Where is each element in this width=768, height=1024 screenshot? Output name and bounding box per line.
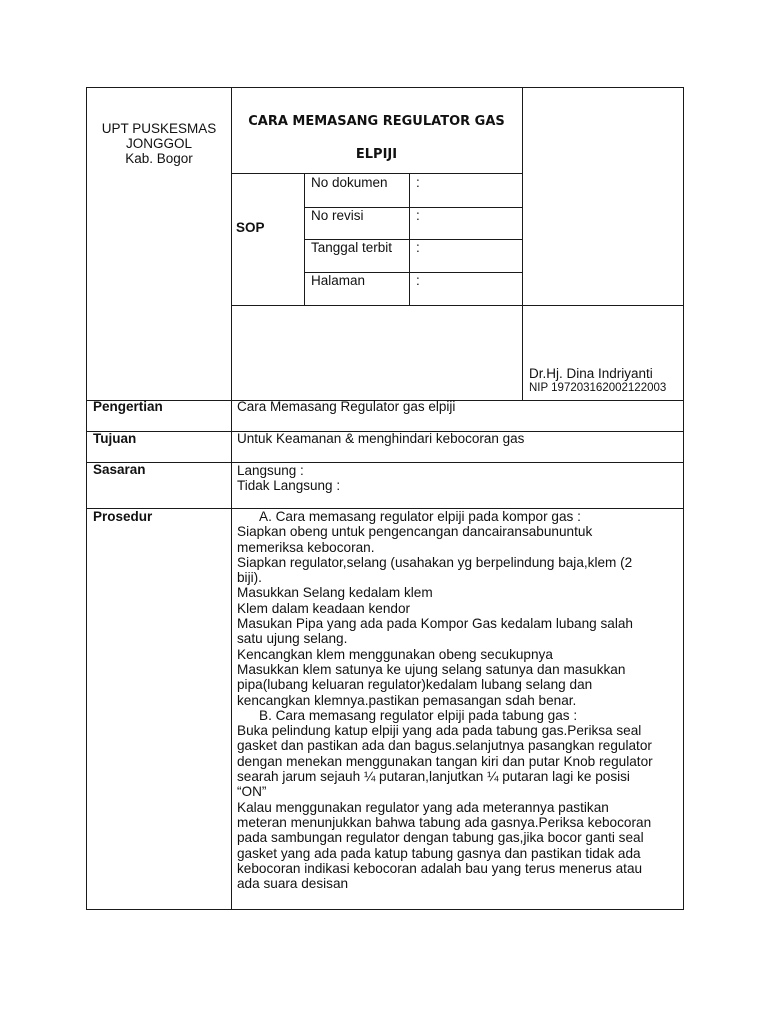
signatory-name: Dr.Hj. Dina Indriyanti — [529, 366, 653, 381]
institution-line2: JONGGOL — [125, 136, 192, 151]
prosedur-heading-a: A. Cara memasang regulator elpiji pada kompor gas : — [259, 509, 581, 524]
signatory-nip: NIP 197203162002122003 — [529, 382, 667, 394]
prosedur-line: Kalau menggunakan regulator yang ada meterannya pastikan — [237, 799, 609, 815]
prosedur-line: satu ujung selang. — [237, 631, 348, 647]
prosedur-label: Prosedur — [93, 509, 153, 524]
prosedur-line: meteran menunjukkan bahwa tabung ada gasnya.Periksa kebocoran — [237, 814, 652, 830]
pengertian-text: Cara Memasang Regulator gas elpiji — [237, 399, 456, 414]
prosedur-line: ada suara desisan — [237, 876, 349, 892]
prosedur-line: gasket dan pastikan ada dan bagus.selanjutnya pasangkan regulator — [237, 738, 652, 754]
prosedur-line: pipa(lubang keluaran regulator)kedalam lubang selang dan — [237, 677, 593, 693]
sasaran-line2: Tidak Langsung : — [237, 478, 341, 493]
prosedur-line: Siapkan obeng untuk pengencangan dancairansabununtuk — [237, 524, 593, 540]
sop-cell — [231, 173, 305, 306]
prosedur-heading-b: B. Cara memasang regulator elpiji pada tabung gas : — [259, 707, 578, 723]
meta-no-dokumen-value: : — [416, 175, 420, 190]
prosedur-line: Buka pelindung katup elpiji yang ada pada tabung gas.Periksa seal — [237, 723, 642, 739]
prosedur-line: biji). — [237, 570, 262, 586]
prosedur-line: Siapkan regulator,selang (usahakan yg berpelindung baja,klem (2 — [237, 554, 633, 570]
prosedur-line: dengan menekan menggunakan tangan kiri dan putar Knob regulator — [237, 753, 653, 769]
prosedur-line: kebocoran indikasi kebocoran adalah bau yang terus menerus atau — [237, 860, 643, 876]
institution-line1: UPT PUSKESMAS — [101, 121, 217, 136]
meta-value-no-dokumen — [409, 173, 523, 208]
institution-line3: Kab. Bogor — [125, 151, 193, 166]
prosedur-line: pada sambungan regulator dengan tabung gas,jika bocor ganti seal — [237, 830, 644, 846]
tujuan-text: Untuk Keamanan & menghindari kebocoran gas — [237, 431, 525, 446]
prosedur-line: “ON” — [237, 784, 267, 800]
tujuan-label: Tujuan — [93, 431, 137, 446]
prosedur-line: Masukan Pipa yang ada pada Kompor Gas kedalam lubang salah — [237, 616, 633, 632]
signature-area-cell — [231, 305, 523, 401]
prosedur-line: Klem dalam keadaan kendor — [237, 600, 411, 616]
prosedur-line: Masukkan Selang kedalam klem — [237, 585, 433, 601]
prosedur-line: gasket yang ada pada katup tabung gasnya dan pastikan tidak ada — [237, 845, 641, 861]
prosedur-line: Masukkan klem satunya ke ujung selang satunya dan masukkan — [237, 661, 626, 677]
meta-no-revisi-value: : — [416, 208, 420, 223]
meta-halaman-value: : — [416, 273, 420, 288]
meta-halaman-label: Halaman — [311, 273, 366, 288]
prosedur-line: kencangkan klemnya.pastikan pemasangan sdah benar. — [237, 692, 577, 708]
meta-value-no-revisi — [409, 207, 523, 240]
logo-cell — [522, 87, 684, 306]
prosedur-label-cell — [86, 508, 232, 910]
document-title-line1: CARA MEMASANG REGULATOR GAS — [248, 114, 505, 129]
sasaran-line1: Langsung : — [237, 463, 304, 478]
prosedur-line: searah jarum sejauh ¼ putaran,lanjutkan ¼ putaran lagi ke posisi — [237, 769, 630, 785]
sop-label: SOP — [236, 220, 265, 235]
prosedur-content — [237, 509, 677, 891]
meta-value-halaman — [409, 272, 523, 306]
prosedur-line: memeriksa kebocoran. — [237, 539, 375, 555]
meta-tanggal-terbit-label: Tanggal terbit — [311, 240, 393, 255]
meta-tanggal-terbit-value: : — [416, 240, 420, 255]
prosedur-line: Kencangkan klem menggunakan obeng secukupnya — [237, 646, 553, 662]
sasaran-label: Sasaran — [93, 462, 146, 477]
meta-no-dokumen-label: No dokumen — [311, 175, 388, 190]
meta-value-tanggal — [409, 239, 523, 273]
document-title-line2: ELPIJI — [355, 147, 398, 162]
pengertian-label: Pengertian — [93, 399, 163, 414]
meta-no-revisi-label: No revisi — [311, 208, 364, 223]
